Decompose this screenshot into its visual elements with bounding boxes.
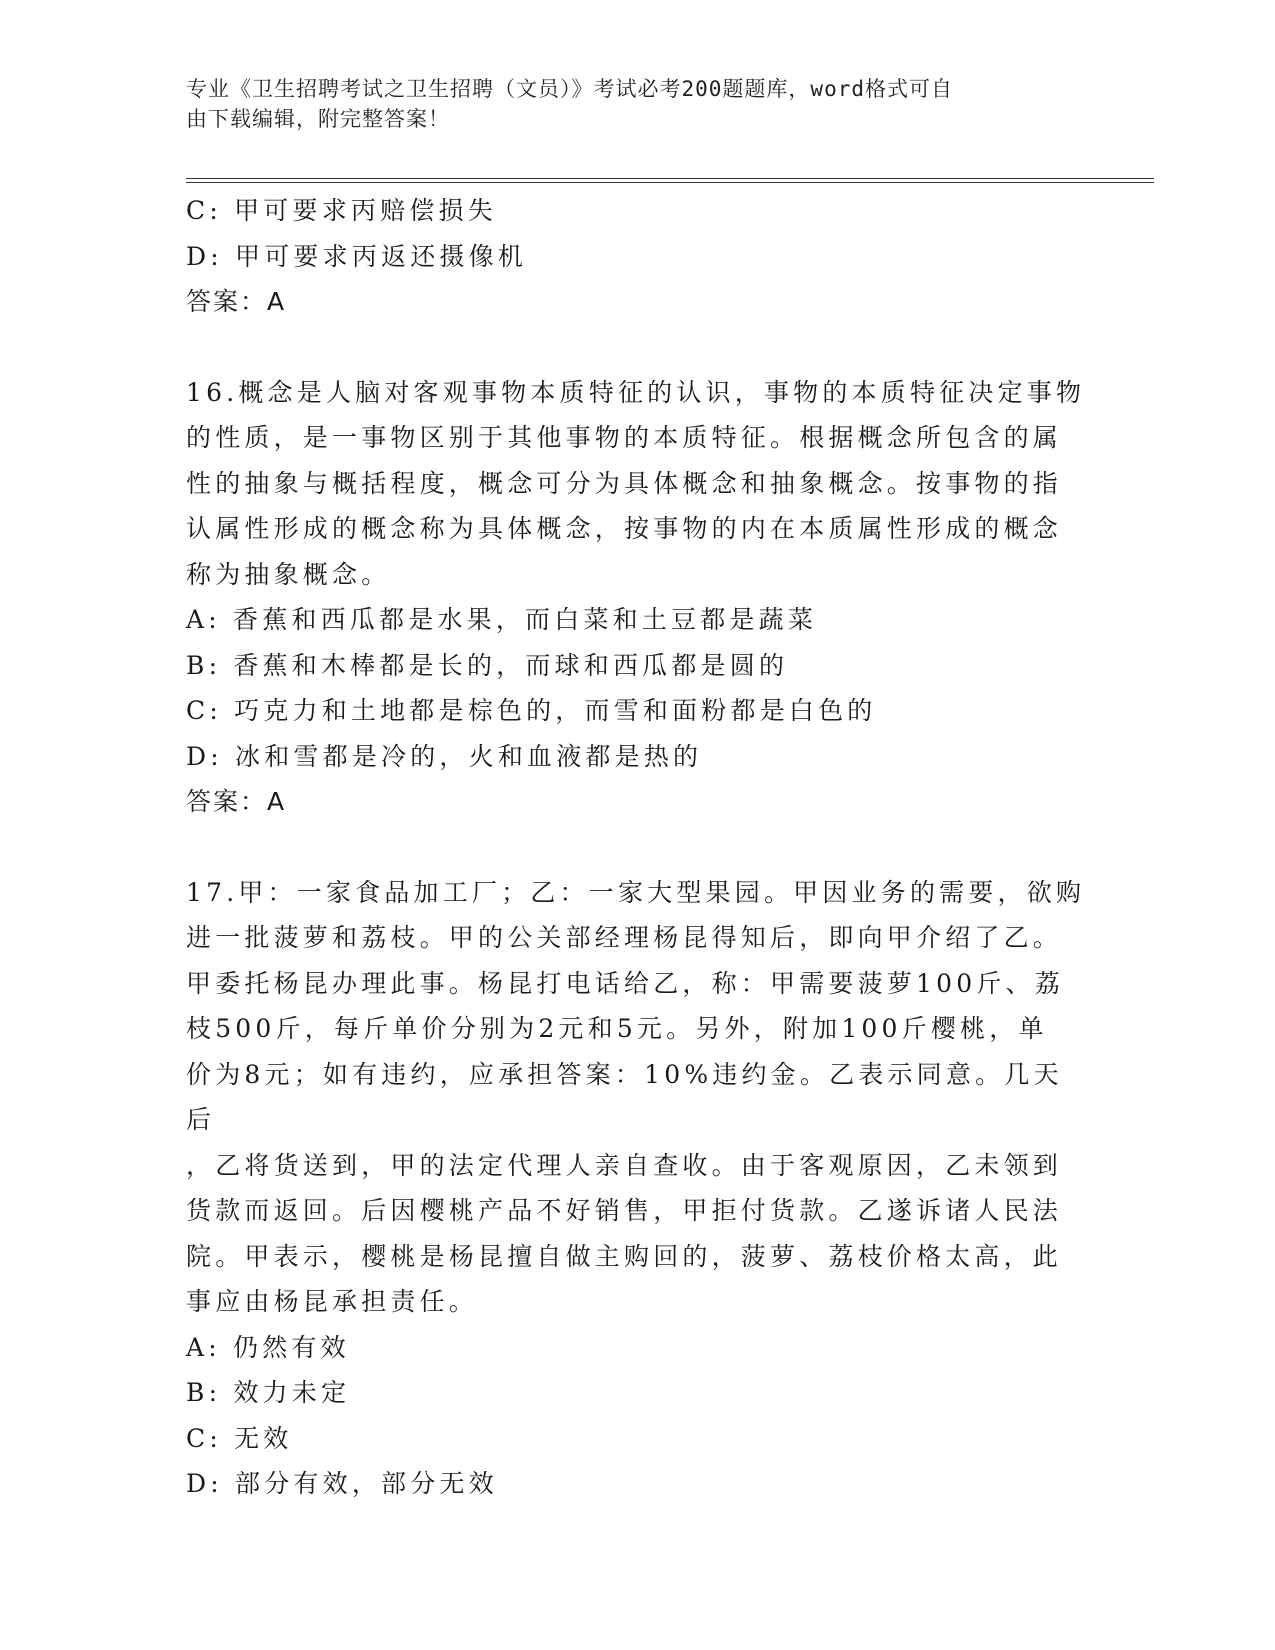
q16-stem-line: 认属性形成的概念称为具体概念，按事物的内在本质属性形成的概念	[186, 514, 1063, 543]
q17-stem-line: 价为8元；如有违约，应承担答案：10%违约金。乙表示同意。几天后	[186, 1059, 1063, 1134]
q17-stem-line: 甲委托杨昆办理此事。杨昆打电话给乙，称：甲需要菠萝100斤、荔	[186, 968, 1064, 998]
q16-option-d: D: 冰和雪都是冷的，火和血液都是热的	[186, 741, 703, 771]
spacer	[186, 325, 1086, 370]
q15-option-d: D: 甲可要求丙返还摄像机	[186, 241, 528, 271]
q16-option-a: A: 香蕉和西瓜都是水果，而白菜和土豆都是蔬菜	[186, 605, 818, 634]
q17-stem-line: ，乙将货送到，甲的法定代理人亲自查收。由于客观原因，乙未领到	[186, 1150, 1063, 1180]
q16-stem-line: 性的抽象与概括程度，概念可分为具体概念和抽象概念。按事物的指	[186, 468, 1063, 498]
q15-option-c: C: 甲可要求丙赔偿损失	[186, 196, 497, 225]
q16-stem-line: 16.概念是人脑对客观事物本质特征的认识，事物的本质特征决定事物	[186, 377, 1086, 407]
header-line-1: 专业《卫生招聘考试之卫生招聘（文员）》考试必考200题题库，word格式可自	[186, 77, 953, 101]
q16-answer: 答案：A	[186, 787, 287, 816]
q17-option-c: C: 无效	[186, 1423, 293, 1453]
document-header	[186, 74, 1066, 134]
header-rule-bottom	[186, 182, 1154, 183]
q17-stem-line: 事应由杨昆承担责任。	[186, 1287, 479, 1316]
q17-stem-line: 进一批菠萝和荔枝。甲的公关部经理杨昆得知后，即向甲介绍了乙。	[186, 923, 1063, 952]
q16-stem-line: 的性质，是一事物区别于其他事物的本质特征。根据概念所包含的属	[186, 423, 1063, 452]
header-rule-top	[186, 178, 1154, 179]
header-line-2: 由下载编辑，附完整答案！	[186, 107, 450, 131]
q17-option-d: D: 部分有效，部分无效	[186, 1469, 498, 1498]
q15-answer: 答案：A	[186, 287, 287, 316]
q17-option-b: B: 效力未定	[186, 1378, 351, 1407]
q17-stem-line: 17.甲：一家食品加工厂；乙：一家大型果园。甲因业务的需要，欲购	[186, 877, 1086, 907]
question-16	[186, 370, 1086, 825]
q17-stem-line: 货款而返回。后因樱桃产品不好销售，甲拒付货款。乙遂诉诸人民法	[186, 1196, 1063, 1225]
q17-stem-line: 院。甲表示，樱桃是杨昆擅自做主购回的，菠萝、荔枝价格太高，此	[186, 1241, 1063, 1271]
spacer	[186, 825, 1086, 870]
question-17	[186, 870, 1086, 1507]
question-15-tail	[186, 188, 1086, 325]
q17-stem-line: 枝500斤，每斤单价分别为2元和5元。另外，附加100斤樱桃，单	[186, 1014, 1048, 1043]
q16-option-c: C: 巧克力和土地都是棕色的，而雪和面粉都是白色的	[186, 696, 877, 725]
document-body	[186, 188, 1086, 1507]
q16-stem-line: 称为抽象概念。	[186, 559, 391, 589]
q16-option-b: B: 香蕉和木棒都是长的，而球和西瓜都是圆的	[186, 650, 789, 680]
q17-option-a: A: 仍然有效	[186, 1332, 350, 1362]
